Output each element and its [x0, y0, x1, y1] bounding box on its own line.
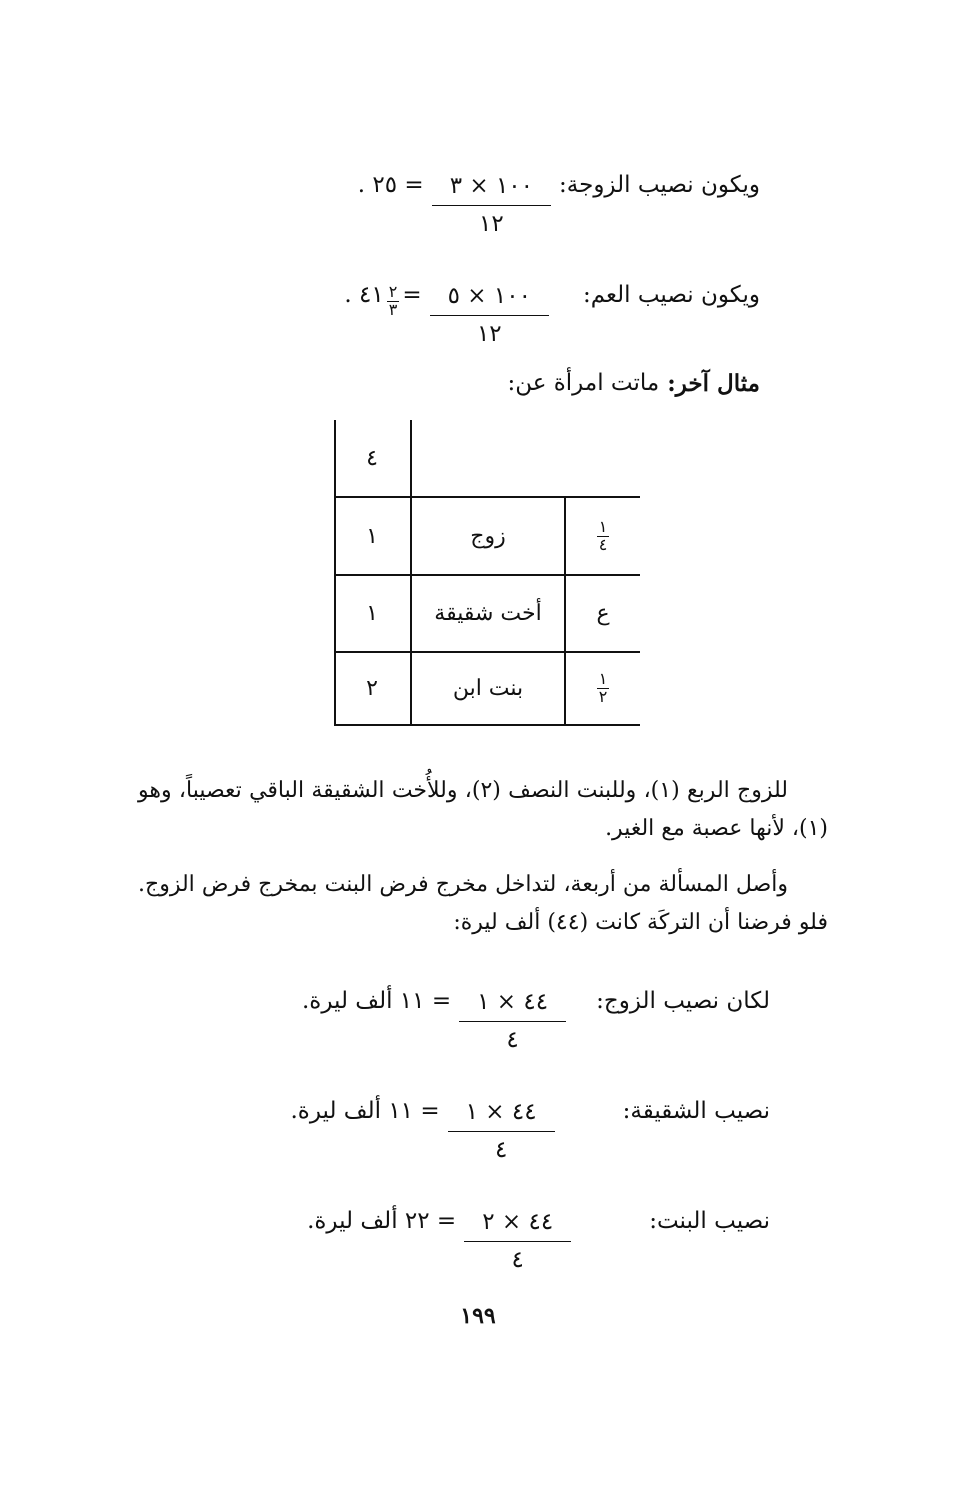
sister-share-label: نصيب الشقيقة:: [622, 1098, 770, 1124]
daughter-share-fraction: [464, 1208, 571, 1275]
sister-share-line: [290, 1098, 770, 1165]
uncle-share-label: ويكون نصيب العم:: [582, 282, 760, 308]
husband-share-fraction: [459, 988, 566, 1055]
daughter-share-label: نصيب البنت:: [649, 1208, 770, 1234]
table-heir-cell: بنت ابن: [452, 676, 524, 701]
wife-share-result: = ٢٥ .: [357, 172, 424, 198]
uncle-share-small-fraction: [387, 284, 400, 319]
wife-share-fraction: [432, 172, 551, 239]
table-heir-cell: أخت شقيقة: [434, 601, 542, 626]
fraction-numerator: ١٠٠ × ٥: [430, 282, 549, 316]
example-heading-bold: مثال آخر:: [667, 370, 760, 397]
table-header-base: ٤: [366, 445, 378, 471]
table-value-cell: ٢: [366, 676, 378, 701]
daughter-share-line: [307, 1208, 770, 1275]
table-value-cell: ١: [366, 601, 378, 626]
fraction-numerator: ٤٤ × ١: [448, 1098, 555, 1132]
husband-share-label: لكان نصيب الزوج:: [596, 988, 770, 1014]
example-heading: [507, 370, 760, 397]
share-denominator: ٤: [598, 534, 608, 554]
share-numerator: ١: [598, 669, 608, 689]
fraction-numerator: ٤٤ × ١: [459, 988, 566, 1022]
fraction-numerator: ٤٤ × ٢: [464, 1208, 571, 1242]
uncle-share-eq: =: [402, 282, 422, 308]
table-value-cell: ١: [366, 523, 378, 549]
example-heading-text: ماتت امرأة عن:: [507, 370, 660, 396]
uncle-share-whole: ٤١ .: [344, 282, 384, 308]
uncle-share-fraction: [430, 282, 549, 349]
uncle-share-line: [344, 282, 760, 349]
share-numerator: ١: [598, 516, 608, 536]
share-fraction: [597, 516, 610, 554]
sister-share-fraction: [448, 1098, 555, 1165]
daughter-share-result: = ٢٢ ألف ليرة.: [307, 1208, 457, 1234]
sister-share-result: = ١١ ألف ليرة.: [290, 1098, 440, 1124]
table-share-cell: [566, 498, 640, 574]
table-share-cell: [566, 653, 640, 724]
husband-share-result: = ١١ ألف ليرة.: [301, 988, 452, 1014]
wife-share-label: ويكون نصيب الزوجة:: [559, 172, 760, 198]
inheritance-table: [334, 420, 640, 726]
table-heir-cell: زوج: [470, 523, 506, 549]
fraction-denominator: ٤: [511, 1246, 524, 1273]
fraction-denominator: ١٢: [476, 320, 502, 347]
paragraph-distribution: للزوج الربع (١)، وللبنت النصف (٢)، وللأُخت الشقيقة الباقي تعصيباً، وهو (١)، لأنها عصبة مع الغير.: [138, 778, 828, 841]
husband-share-line: [302, 988, 770, 1055]
table-share-cell: ع: [596, 601, 610, 626]
share-fraction: [597, 671, 610, 706]
fraction-denominator: ٤: [506, 1026, 519, 1053]
wife-share-line: [358, 172, 760, 239]
small-fraction-denominator: ٣: [388, 299, 398, 319]
paragraph-origin: وأصل المسألة من أربعة، لتداخل مخرج فرض البنت بمخرج فرض الزوج. فلو فرضنا أن التركَة كانت (٤٤) ألف ليرة:: [138, 872, 828, 935]
fraction-numerator: ١٠٠ × ٣: [432, 172, 551, 206]
share-denominator: ٢: [598, 687, 608, 706]
page-number: ١٩٩: [460, 1303, 496, 1329]
small-fraction-numerator: ٢: [388, 282, 398, 301]
fraction-denominator: ١٢: [479, 210, 504, 237]
fraction-denominator: ٤: [494, 1136, 508, 1163]
